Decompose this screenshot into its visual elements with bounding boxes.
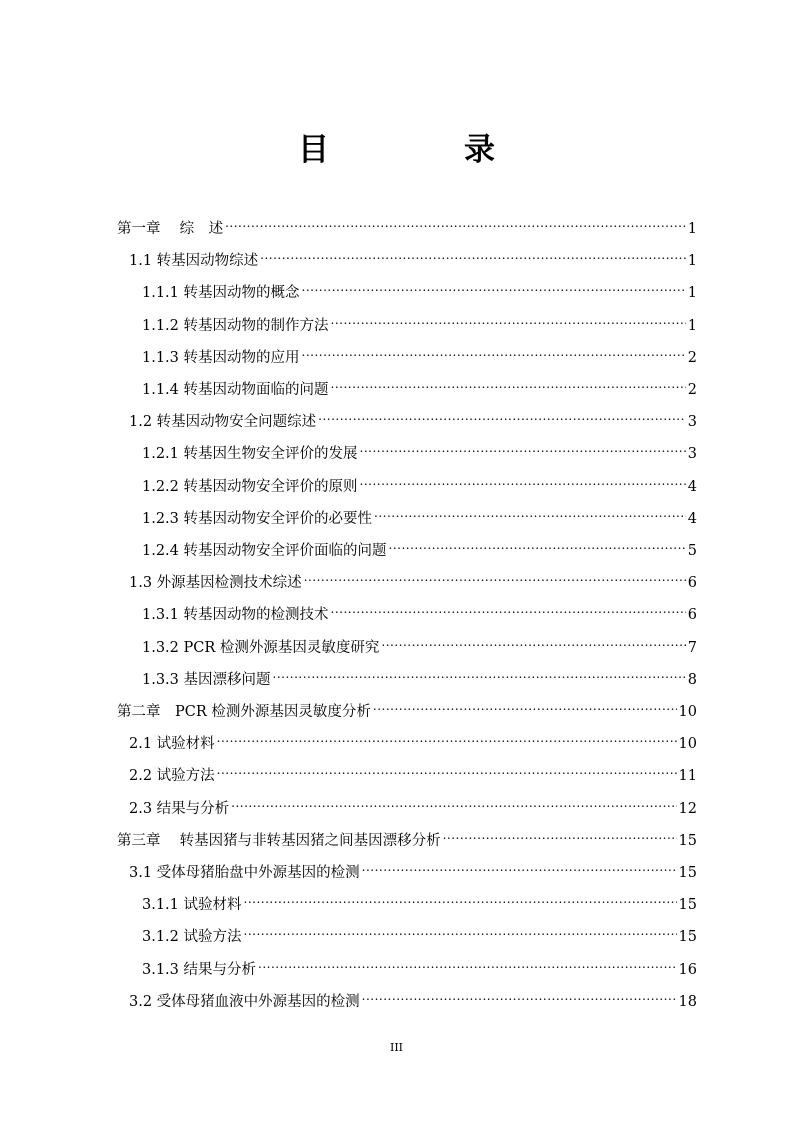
toc-entry-label: 1.3 外源基因检测技术综述 — [129, 575, 302, 592]
toc-entry-label: 1.3.3 基因漂移问题 — [142, 671, 271, 688]
toc-entry-label: 1.2.1 转基因生物安全评价的发展 — [142, 446, 358, 463]
toc-entry-page-number: 18 — [678, 993, 697, 1010]
dot-leader — [362, 849, 677, 877]
toc-entry-label: 1.1.2 转基因动物的制作方法 — [142, 317, 329, 334]
toc-entry[interactable] — [117, 205, 697, 237]
toc-entry-label: 3.1.1 试验材料 — [142, 897, 242, 914]
toc-entry-label: 2.3 结果与分析 — [129, 800, 230, 817]
toc-entry[interactable] — [142, 527, 697, 559]
toc-entry-page-number: 11 — [678, 768, 697, 785]
toc-entry-page-number: 1 — [687, 221, 697, 237]
dot-leader — [362, 978, 677, 1006]
toc-entry-page-number: 6 — [687, 607, 697, 624]
toc-entry[interactable] — [129, 752, 697, 785]
toc-entry[interactable] — [142, 430, 697, 463]
toc-entry-label: 3.1.3 结果与分析 — [142, 961, 257, 978]
dot-leader — [373, 688, 677, 716]
toc-entry-label: 第一章 综 述 — [117, 221, 224, 237]
dot-leader — [302, 334, 686, 362]
toc-entry-page-number: 1 — [687, 317, 697, 334]
toc-entry[interactable] — [142, 334, 697, 366]
toc-entry-page-number: 1 — [687, 253, 697, 270]
toc-entry-page-number: 15 — [678, 832, 697, 849]
toc-entry[interactable] — [129, 785, 697, 817]
toc-entry-page-number: 2 — [687, 349, 697, 366]
toc-entry[interactable] — [142, 463, 697, 495]
toc-entry-label: 1.1 转基因动物综述 — [129, 253, 259, 270]
toc-entry-page-number: 16 — [678, 961, 697, 978]
toc-entry[interactable] — [129, 978, 697, 1010]
toc-entry-label: 1.2.4 转基因动物安全评价面临的问题 — [142, 543, 387, 559]
dot-leader — [273, 656, 686, 684]
dot-leader — [374, 495, 686, 523]
dot-leader — [302, 269, 686, 297]
toc-entry-page-number: 12 — [678, 800, 697, 817]
toc-entry-page-number: 7 — [687, 639, 697, 656]
toc-entry[interactable] — [142, 269, 697, 302]
dot-leader — [389, 527, 686, 555]
page-title: 目 录 — [298, 132, 547, 168]
toc-entry-page-number: 1 — [687, 285, 697, 302]
toc-entry[interactable] — [129, 237, 697, 270]
toc-entry-page-number: 10 — [678, 736, 697, 753]
dot-leader — [217, 720, 677, 748]
toc-entry-label: 1.3.1 转基因动物的检测技术 — [142, 607, 329, 624]
toc-entry[interactable] — [129, 398, 697, 431]
toc-entry-page-number: 10 — [678, 704, 697, 720]
page-number: III — [389, 1041, 404, 1054]
toc-entry-label: 1.2 转基因动物安全问题综述 — [129, 414, 317, 431]
toc-entry[interactable] — [142, 881, 697, 914]
toc-entry-label: 2.2 试验方法 — [129, 768, 215, 785]
toc-entry-label: 第三章 转基因猪与非转基因猪之间基因漂移分析 — [117, 832, 441, 849]
toc-entry-label: 第二章 PCR 检测外源基因灵敏度分析 — [117, 704, 371, 720]
toc-entry-label: 3.1.2 试验方法 — [142, 929, 242, 946]
toc-entry[interactable] — [142, 946, 697, 978]
toc-entry-label: 1.1.3 转基因动物的应用 — [142, 349, 300, 366]
toc-entry[interactable] — [117, 688, 697, 720]
toc-entry-label: 1.3.2 PCR 检测外源基因灵敏度研究 — [142, 639, 380, 656]
toc-entry-page-number: 5 — [687, 543, 697, 559]
toc-entry-page-number: 4 — [687, 510, 697, 527]
toc-entry-page-number: 4 — [687, 478, 697, 495]
dot-leader — [381, 624, 685, 652]
toc-entry[interactable] — [142, 302, 697, 334]
dot-leader — [225, 205, 686, 233]
dot-leader — [318, 398, 686, 426]
toc-entry-page-number: 15 — [678, 929, 697, 946]
dot-leader — [244, 913, 677, 941]
toc-entry[interactable] — [129, 720, 697, 753]
dot-leader — [360, 463, 686, 491]
toc-entry-page-number: 2 — [687, 382, 697, 398]
dot-leader — [231, 785, 676, 813]
toc-entry[interactable] — [142, 913, 697, 946]
dot-leader — [304, 559, 686, 587]
toc-entry[interactable] — [129, 559, 697, 592]
toc-entry-label: 1.2.2 转基因动物安全评价的原则 — [142, 478, 358, 495]
toc-entry-page-number: 6 — [687, 575, 697, 592]
toc-entry-label: 3.1 受体母猪胎盘中外源基因的检测 — [129, 865, 360, 881]
toc-entry-page-number: 8 — [687, 671, 697, 688]
toc-entry-page-number: 3 — [687, 446, 697, 463]
toc-entry-label: 3.2 受体母猪血液中外源基因的检测 — [129, 993, 360, 1010]
toc-entry-label: 1.1.4 转基因动物面临的问题 — [142, 382, 329, 398]
toc-entry-page-number: 15 — [678, 865, 697, 881]
toc-entry[interactable] — [142, 366, 697, 398]
dot-leader — [331, 366, 686, 394]
toc-entry[interactable] — [142, 656, 697, 688]
toc-entry[interactable] — [142, 591, 697, 624]
dot-leader — [331, 302, 686, 330]
dot-leader — [260, 237, 686, 265]
toc-entry[interactable] — [117, 817, 697, 849]
toc-entry[interactable] — [129, 849, 697, 881]
toc-entry-page-number: 15 — [678, 897, 697, 914]
dot-leader — [443, 817, 677, 845]
toc-entry[interactable] — [142, 624, 697, 656]
dot-leader — [360, 430, 686, 458]
toc-entry-page-number: 3 — [687, 414, 697, 431]
toc-entry[interactable] — [142, 495, 697, 527]
dot-leader — [244, 881, 677, 909]
dot-leader — [217, 752, 677, 780]
toc-entry-label: 1.1.1 转基因动物的概念 — [142, 285, 300, 302]
dot-leader — [258, 946, 677, 974]
toc-entry-label: 2.1 试验材料 — [129, 736, 215, 753]
dot-leader — [331, 591, 686, 619]
toc-entry-label: 1.2.3 转基因动物安全评价的必要性 — [142, 510, 373, 527]
